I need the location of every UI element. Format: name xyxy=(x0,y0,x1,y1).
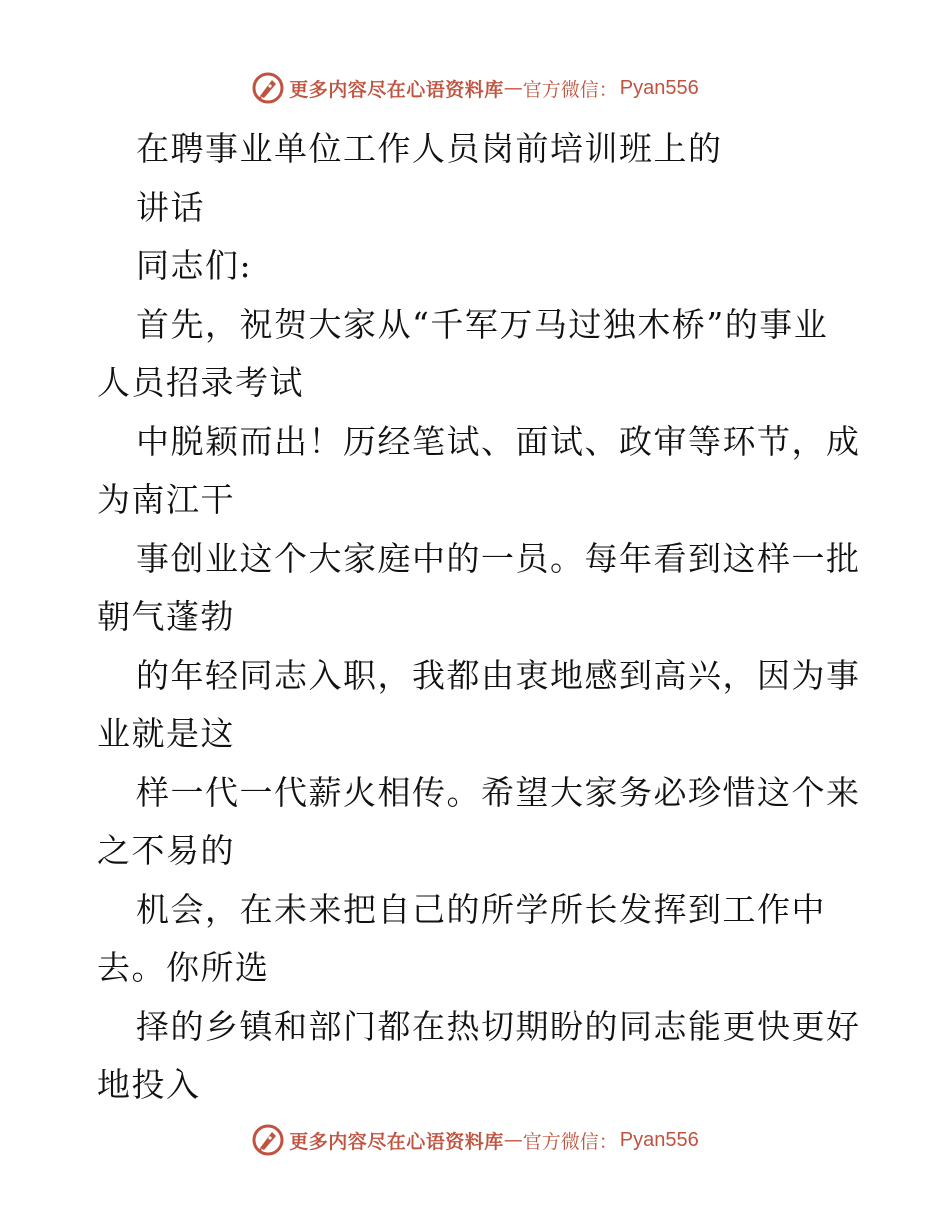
watermark-dash: — xyxy=(503,1129,523,1151)
text-line: 同志们: xyxy=(136,246,253,285)
document-body xyxy=(97,120,861,1115)
text-line: 首先，祝贺大家从“千军万马过独木桥”的事业 xyxy=(136,304,829,344)
watermark-wechat-label: 官方微信： xyxy=(522,78,618,101)
watermark-dash: — xyxy=(503,77,523,99)
footer-watermark xyxy=(0,1120,950,1160)
text-line: 地投入 xyxy=(97,1065,201,1104)
text-line: 去。你所选 xyxy=(97,948,270,987)
text-line: 朝气蓬勃 xyxy=(97,597,235,636)
text-line: 人员招录考试 xyxy=(97,363,304,402)
text-line: 之不易的 xyxy=(97,831,235,870)
text-line: 择的乡镇和部门都在热切期盼的同志能更快更好 xyxy=(136,1006,861,1046)
text-line: 为南江干 xyxy=(97,480,235,519)
text-line: 业就是这 xyxy=(97,714,235,753)
watermark-wechat-id: Pyan556 xyxy=(619,1128,699,1151)
text-line: 机会，在未来把自己的所学所长发挥到工作中 xyxy=(136,889,826,929)
pen-nib-logo-icon xyxy=(251,1123,285,1157)
text-line: 的年轻同志入职，我都由衷地感到高兴，因为事 xyxy=(136,655,861,695)
text-line: 事创业这个大家庭中的一员。每年看到这样一批 xyxy=(136,538,861,578)
watermark-text: 更多内容尽在心语资料库 xyxy=(289,78,504,101)
watermark-text: 更多内容尽在心语资料库 xyxy=(289,1130,504,1153)
header-watermark xyxy=(0,68,950,108)
text-line: 讲话 xyxy=(136,187,205,227)
text-line: 样一代一代薪火相传。希望大家务必珍惜这个来 xyxy=(136,772,861,812)
watermark-wechat-id: Pyan556 xyxy=(619,76,699,99)
text-line: 在聘事业单位工作人员岗前培训班上的 xyxy=(136,129,723,168)
pen-nib-logo-icon xyxy=(251,71,285,105)
text-line: 中脱颖而出！历经笔试、面试、政审等环节，成 xyxy=(136,421,861,461)
watermark-wechat-label: 官方微信： xyxy=(522,1130,618,1153)
